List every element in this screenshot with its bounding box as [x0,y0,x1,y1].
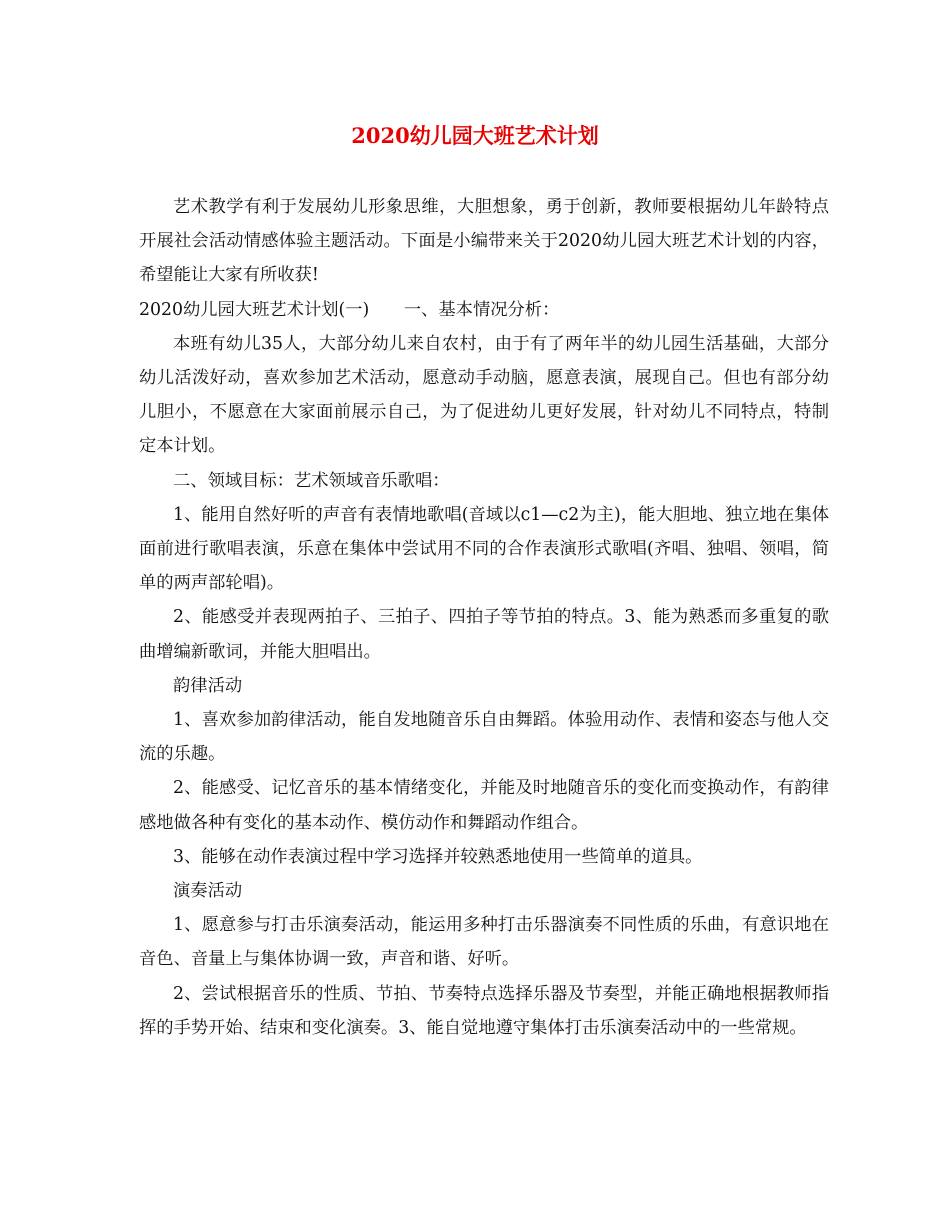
singing-item-2: 2、能感受并表现两拍子、三拍子、四拍子等节拍的特点。3、能为熟悉而多重复的歌曲增编新歌词，并能大胆唱出。 [139,607,829,662]
situation-paragraph: 本班有幼儿35人，大部分幼儿来自农村，由于有了两年半的幼儿园生活基础，大部分幼儿活泼好动，喜欢参加艺术活动，愿意动手动脑，愿意表演，展现自己。但也有部分幼儿胆小，不愿意在大家面前展示自己，为了促进幼儿更好发展，针对幼儿不同特点，特制定本计划。 [139,333,829,457]
rhythm-heading: 韵律活动 [173,675,243,696]
rhythm-item-1: 1、喜欢参加韵律活动，能自发地随音乐自由舞蹈。体验用动作、表情和姿态与他人交流的乐趣。 [139,710,829,765]
document-body [139,190,829,1045]
singing-item-1: 1、能用自然好听的声音有表情地歌唱(音域以c1—c2为主)，能大胆地、独立地在集体面前进行歌唱表演，乐意在集体中尝试用不同的合作表演形式歌唱(齐唱、独唱、领唱，简单的两声部轮唱)。 [139,504,829,594]
rhythm-item-3: 3、能够在动作表演过程中学习选择并较熟悉地使用一些简单的道具。 [173,846,703,867]
section-heading-plan-1: 2020幼儿园大班艺术计划(一) 一、基本情况分析： [139,299,560,320]
performance-item-2: 2、尝试根据音乐的性质、节拍、节奏特点选择乐器及节奏型，并能正确地根据教师指挥的手势开始、结束和变化演奏。3、能自觉地遵守集体打击乐演奏活动中的一些常规。 [139,983,829,1038]
goals-heading: 二、领域目标：艺术领域音乐歌唱： [173,470,450,491]
intro-paragraph: 艺术教学有利于发展幼儿形象思维，大胆想象，勇于创新，教师要根据幼儿年龄特点开展社会活动情感体验主题活动。下面是小编带来关于2020幼儿园大班艺术计划的内容，希望能让大家有所收获! [139,197,829,286]
rhythm-item-2: 2、能感受、记忆音乐的基本情绪变化，并能及时地随音乐的变化而变换动作，有韵律感地做各种有变化的基本动作、模仿动作和舞蹈动作组合。 [139,778,829,833]
document-title: 2020幼儿园大班艺术计划 [351,123,599,148]
performance-heading: 演奏活动 [173,881,243,902]
performance-item-1: 1、愿意参与打击乐演奏活动，能运用多种打击乐器演奏不同性质的乐曲，有意识地在音色、音量上与集体协调一致，声音和谐、好听。 [139,915,829,970]
